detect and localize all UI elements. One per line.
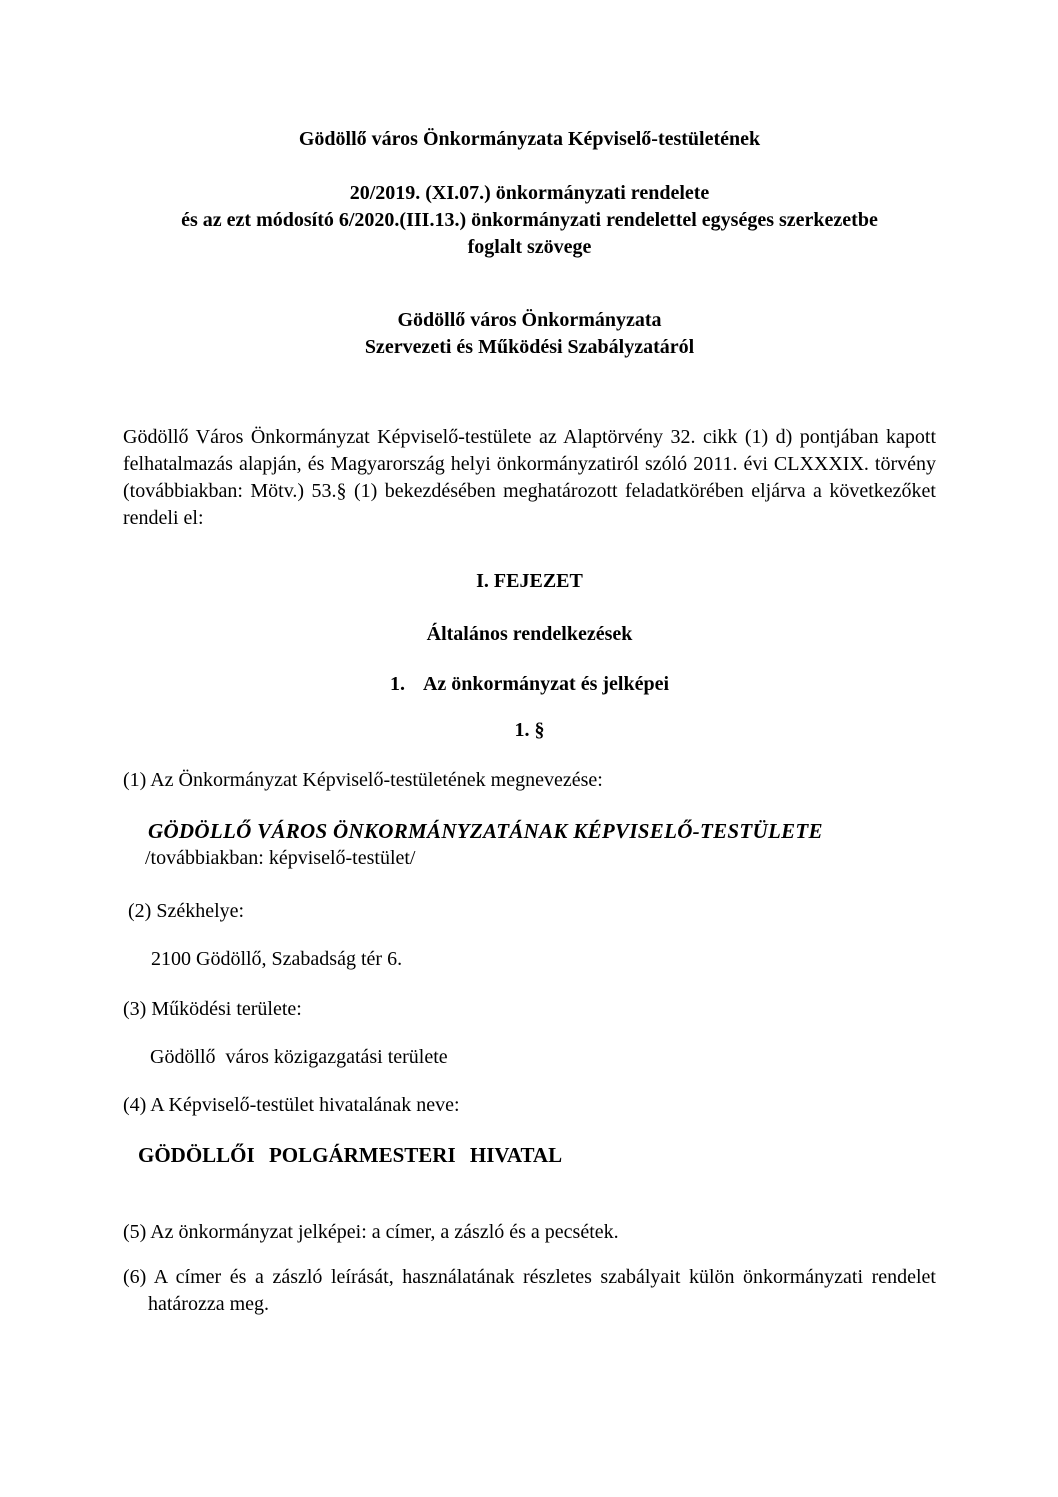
section-heading-title: Az önkormányzat és jelképei bbox=[422, 673, 670, 695]
preamble-paragraph: Gödöllő Város Önkormányzat Képviselő-testülete az Alaptörvény 32. cikk (1) d) pontjában kapott felhatalmazás alapján, és Magyarország helyi önkormányzatiról szóló 2011. évi CLXXXIX. törvény (továbbiakban: Mötv.) 53.§ (1) bekezdésében meghatározott feladatkörében eljárva a következőket rendeli el: bbox=[123, 426, 936, 529]
clause-1-label: (1) Az Önkormányzat Képviselő-testületének megnevezése: bbox=[123, 769, 603, 791]
section-heading bbox=[123, 671, 936, 698]
office-name-line: GÖDÖLLŐI POLGÁRMESTERI HIVATAL bbox=[138, 1143, 563, 1167]
clause-3-label: (3) Működési területe: bbox=[123, 998, 302, 1020]
chapter-number-heading: I. FEJEZET bbox=[476, 570, 583, 592]
clause-2-value: 2100 Gödöllő, Szabadság tér 6. bbox=[151, 948, 403, 970]
clause-6-text: (6) A címer és a zászló leírását, használatának részletes szabályait külön önkormányzati rendelet határozza meg. bbox=[123, 1266, 936, 1315]
doc-title-decree-number: 20/2019. (XI.07.) önkormányzati rendelete bbox=[349, 182, 710, 204]
article-number-heading: 1. § bbox=[514, 719, 545, 741]
doc-subject-title: Szervezeti és Működési Szabályzatáról bbox=[364, 336, 695, 358]
clause-2-label: (2) Székhelye: bbox=[128, 900, 245, 922]
council-alias-line: /továbbiakban: képviselő-testület/ bbox=[145, 847, 416, 869]
section-heading-number: 1. bbox=[389, 673, 405, 695]
clause-5-text: (5) Az önkormányzat jelképei: a címer, a zászló és a pecsétek. bbox=[123, 1221, 619, 1243]
doc-title-authority: Gödöllő város Önkormányzata Képviselő-testületének bbox=[298, 128, 761, 150]
doc-title-amendment: és az ezt módosító 6/2020.(III.13.) önkormányzati rendelettel egységes szerkezetbe bbox=[181, 209, 878, 231]
clause-3-value: Gödöllő város közigazgatási területe bbox=[150, 1046, 448, 1068]
council-name-line: GÖDÖLLŐ VÁROS ÖNKORMÁNYZATÁNAK KÉPVISELŐ-TESTÜLETE bbox=[148, 819, 823, 843]
doc-title-consolidated-text: foglalt szövege bbox=[467, 236, 592, 258]
doc-subject-authority: Gödöllő város Önkormányzata bbox=[397, 309, 662, 331]
clause-4-label: (4) A Képviselő-testület hivatalának neve: bbox=[123, 1094, 460, 1116]
chapter-title-heading: Általános rendelkezések bbox=[426, 623, 633, 645]
